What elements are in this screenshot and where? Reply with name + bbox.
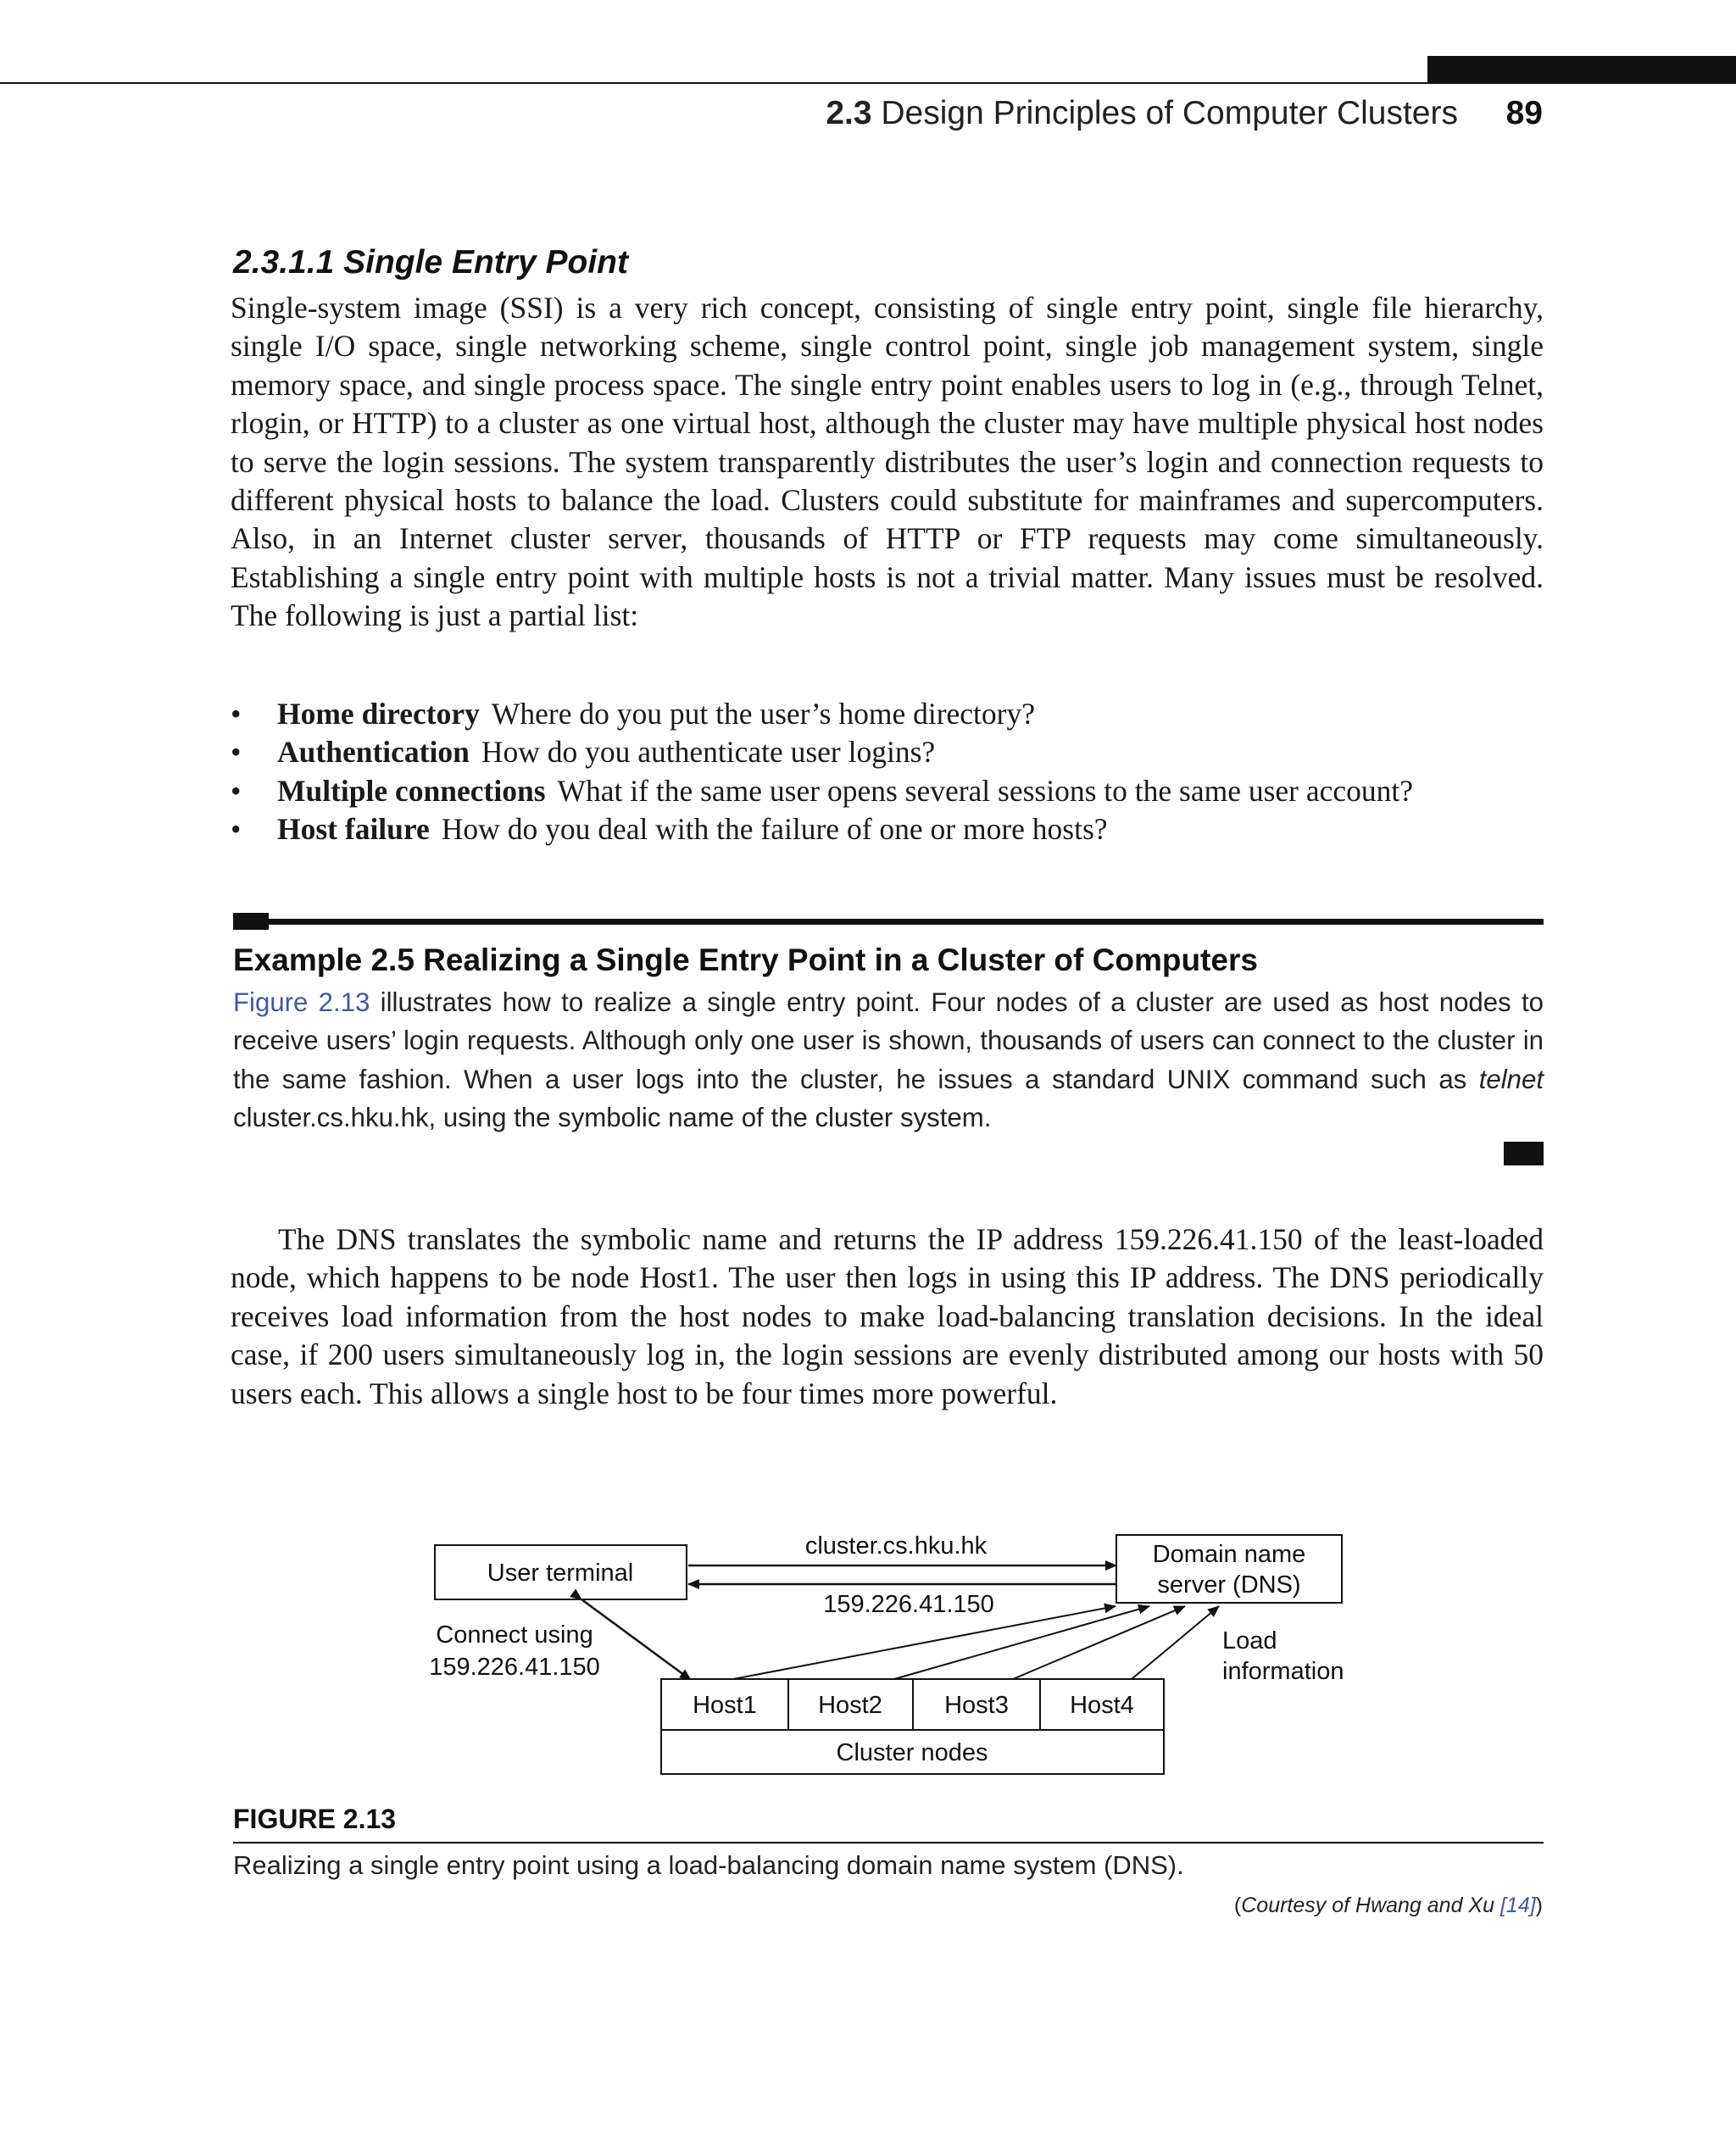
figure-diagram bbox=[415, 1521, 1373, 1788]
load-label-line1: Load bbox=[1222, 1627, 1277, 1654]
dns-label-line1: Domain name bbox=[1152, 1541, 1306, 1568]
body-paragraph: Single-system image (SSI) is a very rich concept, consisting of single entry point, single file hierarchy, single I/O space, single networking scheme, single control point, single job management system, single memory space, and single process space. The single entry point enables users to log in (e.g., through Telnet, rlogin, or HTTP) to a cluster as one virtual host, although the cluster may have multiple physical host nodes to serve the login sessions. The system transparently distributes the user’s login and connection requests to different physical hosts to balance the load. Clusters could substitute for mainframes and supercomputers. Also, in an Internet cluster server, thousands of HTTP or FTP requests may come simultaneously. Establishing a single entry point with multiple hosts is not a trivial matter. Many issues must be resolved. The following is just a partial list: bbox=[231, 291, 1544, 633]
example-top-rule bbox=[233, 919, 1544, 925]
bullet-icon: • bbox=[231, 697, 242, 731]
connect-label-line1: Connect using bbox=[436, 1621, 593, 1649]
host4-label: Host4 bbox=[1070, 1692, 1134, 1719]
cluster-nodes-label: Cluster nodes bbox=[836, 1739, 988, 1766]
load-label-line2: information bbox=[1222, 1658, 1344, 1685]
running-head-title: Design Principles of Computer Clusters bbox=[881, 95, 1458, 131]
courtesy-open-paren: ( bbox=[1233, 1894, 1242, 1917]
bullet-icon: • bbox=[231, 812, 242, 847]
dns-diagram-svg bbox=[415, 1521, 1373, 1788]
page-number: 89 bbox=[1505, 95, 1543, 131]
example-rule-block bbox=[233, 913, 269, 930]
courtesy-text: Courtesy of Hwang and Xu bbox=[1241, 1894, 1500, 1917]
example-body bbox=[233, 983, 1544, 1137]
caption-rule bbox=[233, 1842, 1544, 1843]
figure-caption: Realizing a single entry point using a load-balancing domain name system (DNS). bbox=[233, 1850, 1184, 1880]
example-text-part1: illustrates how to realize a single entry point. Four nodes of a cluster are used as host nodes to receive users’ login requests. Although only one user is shown, thousands of users can connect to the cluster in the same fashion. When a user logs into the cluster, he issues a standard UNIX command such as bbox=[233, 987, 1544, 1094]
bullet-text: What if the same user opens several sessions to the same user account? bbox=[557, 773, 1413, 808]
user-terminal-label: User terminal bbox=[487, 1560, 634, 1587]
subsection-heading: 2.3.1.1 Single Entry Point bbox=[233, 244, 628, 281]
load-arrow-host4 bbox=[1132, 1606, 1219, 1679]
bullet-text: Where do you put the user’s home directory? bbox=[491, 697, 1035, 731]
citation-link[interactable]: [14] bbox=[1500, 1894, 1536, 1917]
top-rule-block bbox=[1427, 56, 1736, 84]
courtesy-close-paren: ) bbox=[1535, 1894, 1543, 1917]
example-text-part2: cluster.cs.hku.hk, using the symbolic name of the cluster system. bbox=[233, 1103, 992, 1133]
list-item bbox=[231, 810, 1544, 848]
bullet-term: Multiple connections bbox=[277, 773, 546, 808]
bullet-list bbox=[231, 695, 1544, 849]
host2-label: Host2 bbox=[818, 1692, 882, 1719]
bullet-term: Home directory bbox=[277, 697, 480, 731]
figure-courtesy bbox=[932, 1894, 1543, 1918]
figure-label: FIGURE 2.13 bbox=[233, 1804, 397, 1834]
bullet-text: How do you authenticate user logins? bbox=[481, 735, 936, 770]
list-item bbox=[231, 695, 1544, 733]
reply-label: 159.226.41.150 bbox=[823, 1591, 994, 1618]
bullet-term: Host failure bbox=[277, 812, 430, 847]
bullet-term: Authentication bbox=[277, 735, 470, 770]
example-end-marker bbox=[1504, 1142, 1544, 1165]
example-command: telnet bbox=[1478, 1064, 1544, 1094]
running-head bbox=[763, 95, 1543, 137]
bullet-icon: • bbox=[231, 773, 242, 808]
query-label: cluster.cs.hku.hk bbox=[804, 1532, 988, 1560]
dns-label-line2: server (DNS) bbox=[1157, 1571, 1301, 1599]
example-heading: Example 2.5 Realizing a Single Entry Point in a Cluster of Computers bbox=[233, 943, 1258, 977]
figure-link[interactable]: Figure 2.13 bbox=[233, 987, 370, 1017]
host1-label: Host1 bbox=[693, 1692, 757, 1719]
list-item bbox=[231, 772, 1544, 810]
body-paragraph-2: The DNS translates the symbolic name and returns the IP address 159.226.41.150 of the least-loaded node, which happens to be node Host1. The user then logs in using this IP address. The DNS periodically receives load information from the host nodes to make load-balancing translation decisions. In the ideal case, if 200 users simultaneously log in, the login sessions are evenly distributed among our hosts with 50 users each. This allows a single host to be four times more powerful. bbox=[231, 1222, 1544, 1410]
connect-label-line2: 159.226.41.150 bbox=[429, 1654, 600, 1681]
bullet-text: How do you deal with the failure of one or more hosts? bbox=[441, 812, 1108, 847]
host3-label: Host3 bbox=[944, 1692, 1009, 1719]
bullet-icon: • bbox=[231, 735, 242, 770]
load-arrow-host3 bbox=[1013, 1606, 1185, 1679]
list-item bbox=[231, 733, 1544, 771]
running-head-section-number: 2.3 bbox=[826, 95, 872, 131]
